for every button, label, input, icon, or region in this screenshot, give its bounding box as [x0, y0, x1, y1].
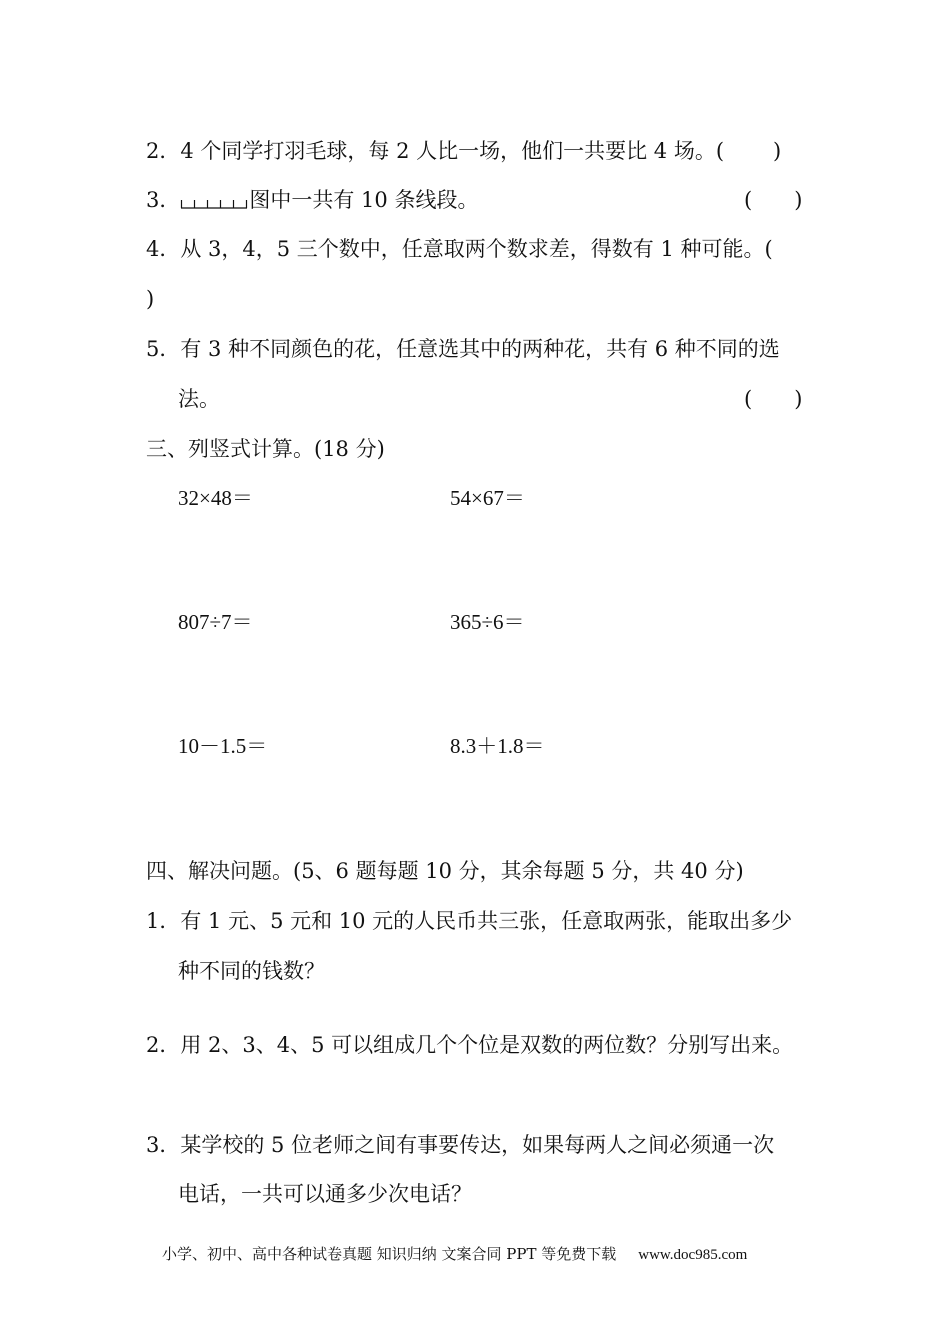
section-4-title: 四、解决问题。(5、6 题每题 10 分，其余每题 5 分，共 40 分) [146, 859, 744, 883]
question-5-continuation: 法。 [178, 387, 220, 411]
problem-1-line-1: 1．有 1 元、5 元和 10 元的人民币共三张，任意取两张，能取出多少 [146, 909, 793, 933]
calc-item-5: 10－1.5＝ [178, 734, 268, 758]
line-segment-figure [180, 196, 248, 210]
problem-2-line-1: 2．用 2、3、4、5 可以组成几个个位是双数的两位数？分别写出来。 [146, 1033, 794, 1057]
question-3-text: 图中一共有 10 条线段。 [249, 188, 479, 212]
page-footer [162, 1243, 747, 1266]
calc-item-3: 807÷7＝ [178, 610, 253, 634]
calc-item-2: 54×67＝ [450, 486, 525, 510]
section-3-title: 三、列竖式计算。(18 分) [146, 437, 385, 461]
question-2-answer-paren-close: ) [773, 139, 782, 163]
question-2-judge [146, 137, 724, 165]
question-4-answer-paren-close: ) [146, 287, 155, 311]
problem-3-line-2: 电话，一共可以通多少次电话？ [178, 1182, 472, 1206]
problem-3-line-1: 3．某学校的 5 位老师之间有事要传达，如果每两人之间必须通一次 [146, 1133, 775, 1157]
question-4-text: 4．从 3，4，5 三个数中，任意取两个数求差，得数有 1 种可能。( [146, 237, 773, 261]
question-3-answer-paren: ( ) [744, 188, 803, 212]
calc-item-4: 365÷6＝ [450, 610, 525, 634]
question-5-judge [146, 335, 780, 363]
calc-item-6: 8.3＋1.8＝ [450, 734, 545, 758]
footer-url-link[interactable]: www.doc985.com [638, 1247, 748, 1263]
footer-text: 小学、初中、高中各种试卷真题 知识归纳 文案合同 PPT 等免费下载 [162, 1245, 617, 1263]
question-5-answer-paren: ( ) [744, 387, 803, 411]
question-3-judge [146, 186, 478, 214]
question-3-number: 3． [146, 188, 181, 212]
question-4-judge [146, 235, 773, 263]
question-5-text: 5．有 3 种不同颜色的花，任意选其中的两种花，共有 6 种不同的选 [146, 337, 780, 361]
calc-item-1: 32×48＝ [178, 486, 253, 510]
problem-1-line-2: 种不同的钱数？ [178, 959, 325, 983]
question-2-text: 2．4 个同学打羽毛球，每 2 人比一场，他们一共要比 4 场。( [146, 139, 725, 163]
